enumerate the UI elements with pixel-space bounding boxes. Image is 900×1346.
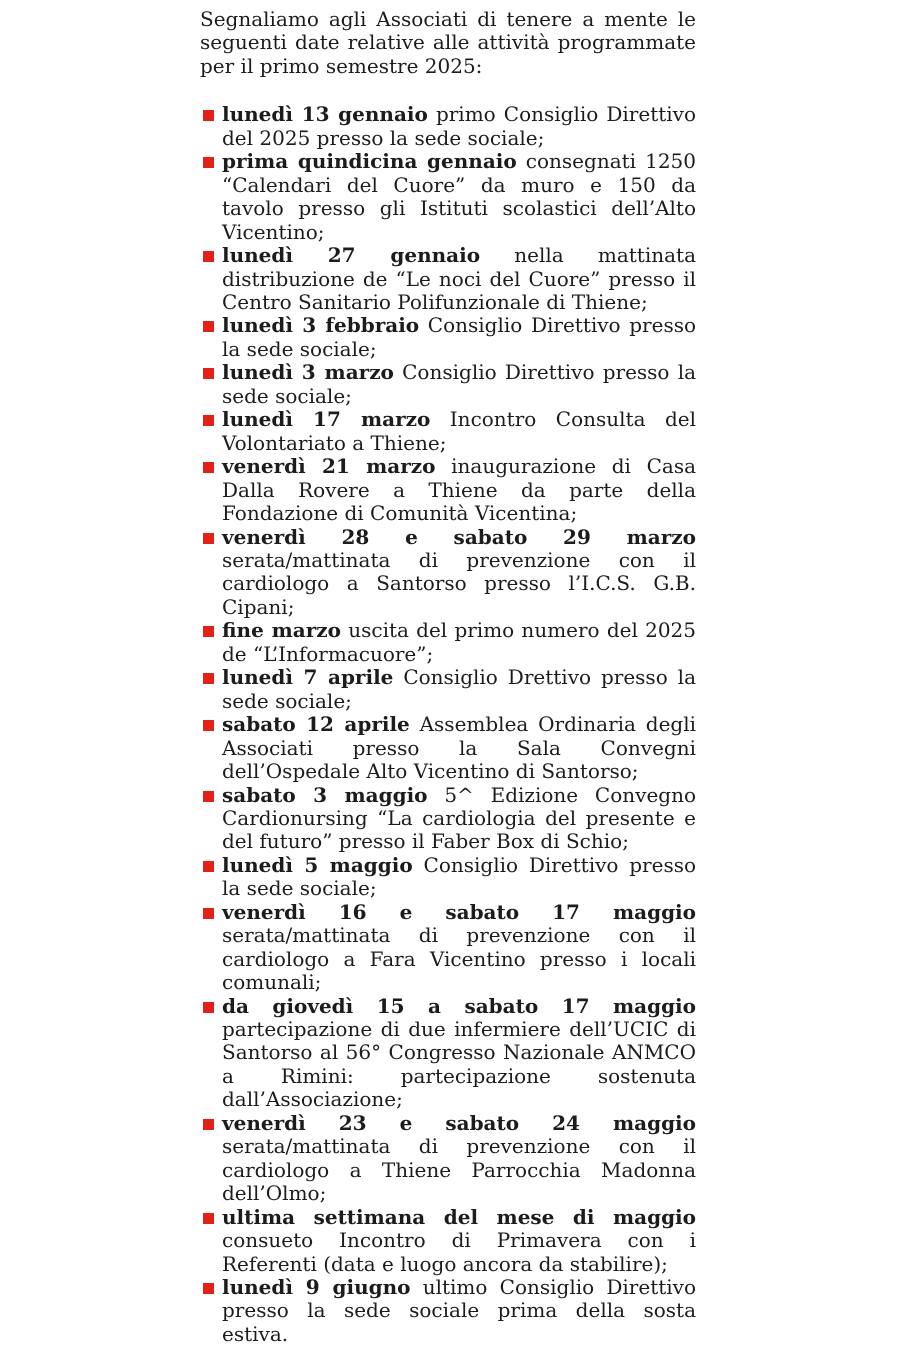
event-description: Consiglio Direttivo presso la sede sociale; bbox=[222, 852, 697, 901]
event-description: Consiglio Direttivo presso la sede sociale; bbox=[222, 360, 697, 408]
event-date: sabato 3 maggio bbox=[222, 782, 428, 807]
bullet-square-icon bbox=[203, 415, 214, 426]
bullet-square-icon bbox=[203, 673, 214, 684]
list-item bbox=[200, 854, 696, 901]
bullet-square-icon bbox=[203, 861, 214, 872]
bullet-square-icon bbox=[203, 1283, 214, 1294]
schedule-section bbox=[200, 8, 696, 1346]
event-date: lunedì 13 gennaio bbox=[222, 102, 428, 127]
list-item bbox=[200, 995, 696, 1112]
event-date: lunedì 3 marzo bbox=[222, 360, 394, 385]
bullet-square-icon bbox=[203, 157, 214, 168]
event-date: venerdì 28 e sabato 29 marzo bbox=[222, 524, 696, 549]
bullet-square-icon bbox=[203, 908, 214, 919]
bullet-square-icon bbox=[203, 1213, 214, 1224]
bullet-square-icon bbox=[203, 110, 214, 121]
list-item bbox=[200, 901, 696, 995]
event-description: nella mattinata distribuzione de “Le noci del Cuore” presso il Centro Sanitario Polifunzionale di Thiene; bbox=[222, 243, 697, 314]
event-date: venerdì 16 e sabato 17 maggio bbox=[222, 899, 696, 924]
bullet-square-icon bbox=[203, 1002, 214, 1013]
event-description: serata/mattinata di prevenzione con il cardiologo a Santorso presso l’I.C.S. G.B. Cipani; bbox=[222, 547, 696, 619]
event-description: Incontro Consulta del Volontariato a Thiene; bbox=[222, 407, 697, 455]
event-description: Consiglio Direttivo presso la sede sociale; bbox=[222, 313, 697, 361]
list-item bbox=[200, 455, 696, 525]
event-description: serata/mattinata di prevenzione con il cardiologo a Thiene Parrocchia Madonna dell’Olmo; bbox=[222, 1134, 696, 1206]
event-description: ultimo Consiglio Direttivo presso la sede sociale prima della sosta estiva. bbox=[222, 1275, 696, 1346]
list-item bbox=[200, 150, 696, 244]
list-item bbox=[200, 1112, 696, 1206]
list-item bbox=[200, 1206, 696, 1276]
event-date: fine marzo bbox=[222, 618, 341, 643]
event-date: ultima settimana del mese di maggio bbox=[222, 1204, 696, 1229]
event-description: partecipazione di due infermiere dell’UCIC di Santorso al 56° Congresso Nazionale ANMCO a Rimini: partecipazione sostenuta dall’Associazione; bbox=[222, 1017, 696, 1112]
list-item bbox=[200, 361, 696, 408]
event-date: sabato 12 aprile bbox=[222, 712, 410, 737]
list-item bbox=[200, 1276, 696, 1346]
list-item bbox=[200, 103, 696, 150]
bullet-square-icon bbox=[203, 626, 214, 637]
event-description: inaugurazione di Casa Dalla Rovere a Thiene da parte della Fondazione di Comunità Vicentina; bbox=[222, 454, 697, 526]
list-item bbox=[200, 244, 696, 314]
bullet-square-icon bbox=[203, 321, 214, 332]
events-list bbox=[200, 103, 696, 1346]
event-date: lunedì 17 marzo bbox=[222, 407, 431, 432]
event-date: lunedì 3 febbraio bbox=[222, 313, 420, 338]
event-date: da giovedì 15 a sabato 17 maggio bbox=[222, 993, 696, 1018]
event-date: prima quindicina gennaio bbox=[222, 149, 517, 174]
bullet-square-icon bbox=[203, 462, 214, 473]
event-description: uscita del primo numero del 2025 de “L’Informacuore”; bbox=[222, 618, 696, 666]
intro-paragraph: Segnaliamo agli Associati di tenere a mente le seguenti date relative alle attività programmate per il primo semestre 2025: bbox=[200, 7, 696, 78]
event-date: lunedì 27 gennaio bbox=[222, 243, 481, 268]
event-date: venerdì 21 marzo bbox=[222, 454, 436, 479]
event-date: venerdì 23 e sabato 24 maggio bbox=[222, 1110, 696, 1135]
list-item bbox=[200, 666, 696, 713]
event-date: lunedì 9 giugno bbox=[222, 1275, 411, 1300]
list-item bbox=[200, 408, 696, 455]
event-description: Assemblea Ordinaria degli Associati presso la Sala Convegni dell’Ospedale Alto Vicentino di Santorso; bbox=[222, 712, 696, 784]
event-date: lunedì 5 maggio bbox=[222, 852, 413, 877]
bullet-square-icon bbox=[203, 720, 214, 731]
bullet-square-icon bbox=[203, 1119, 214, 1130]
event-date: lunedì 7 aprile bbox=[222, 665, 394, 690]
event-description: consueto Incontro di Primavera con i Referenti (data e luogo ancora da stabilire); bbox=[222, 1228, 696, 1276]
list-item bbox=[200, 619, 696, 666]
list-item bbox=[200, 784, 696, 854]
event-description: primo Consiglio Direttivo del 2025 presso la sede sociale; bbox=[222, 102, 697, 150]
bullet-square-icon bbox=[203, 533, 214, 544]
list-item bbox=[200, 526, 696, 620]
event-description: 5^ Edizione Convegno Cardionursing “La cardiologia del presente e del futuro” presso il Faber Box di Schio; bbox=[222, 782, 696, 854]
bullet-square-icon bbox=[203, 791, 214, 802]
event-description: consegnati 1250 “Calendari del Cuore” da muro e 150 da tavolo presso gli Istituti scolastici dell’Alto Vicentino; bbox=[222, 149, 696, 244]
list-item bbox=[200, 314, 696, 361]
list-item bbox=[200, 713, 696, 783]
event-description: Consiglio Drettivo presso la sede sociale; bbox=[222, 665, 696, 713]
event-description: serata/mattinata di prevenzione con il cardiologo a Fara Vicentino presso i locali comunali; bbox=[222, 923, 696, 995]
bullet-square-icon bbox=[203, 251, 214, 262]
bullet-square-icon bbox=[203, 368, 214, 379]
